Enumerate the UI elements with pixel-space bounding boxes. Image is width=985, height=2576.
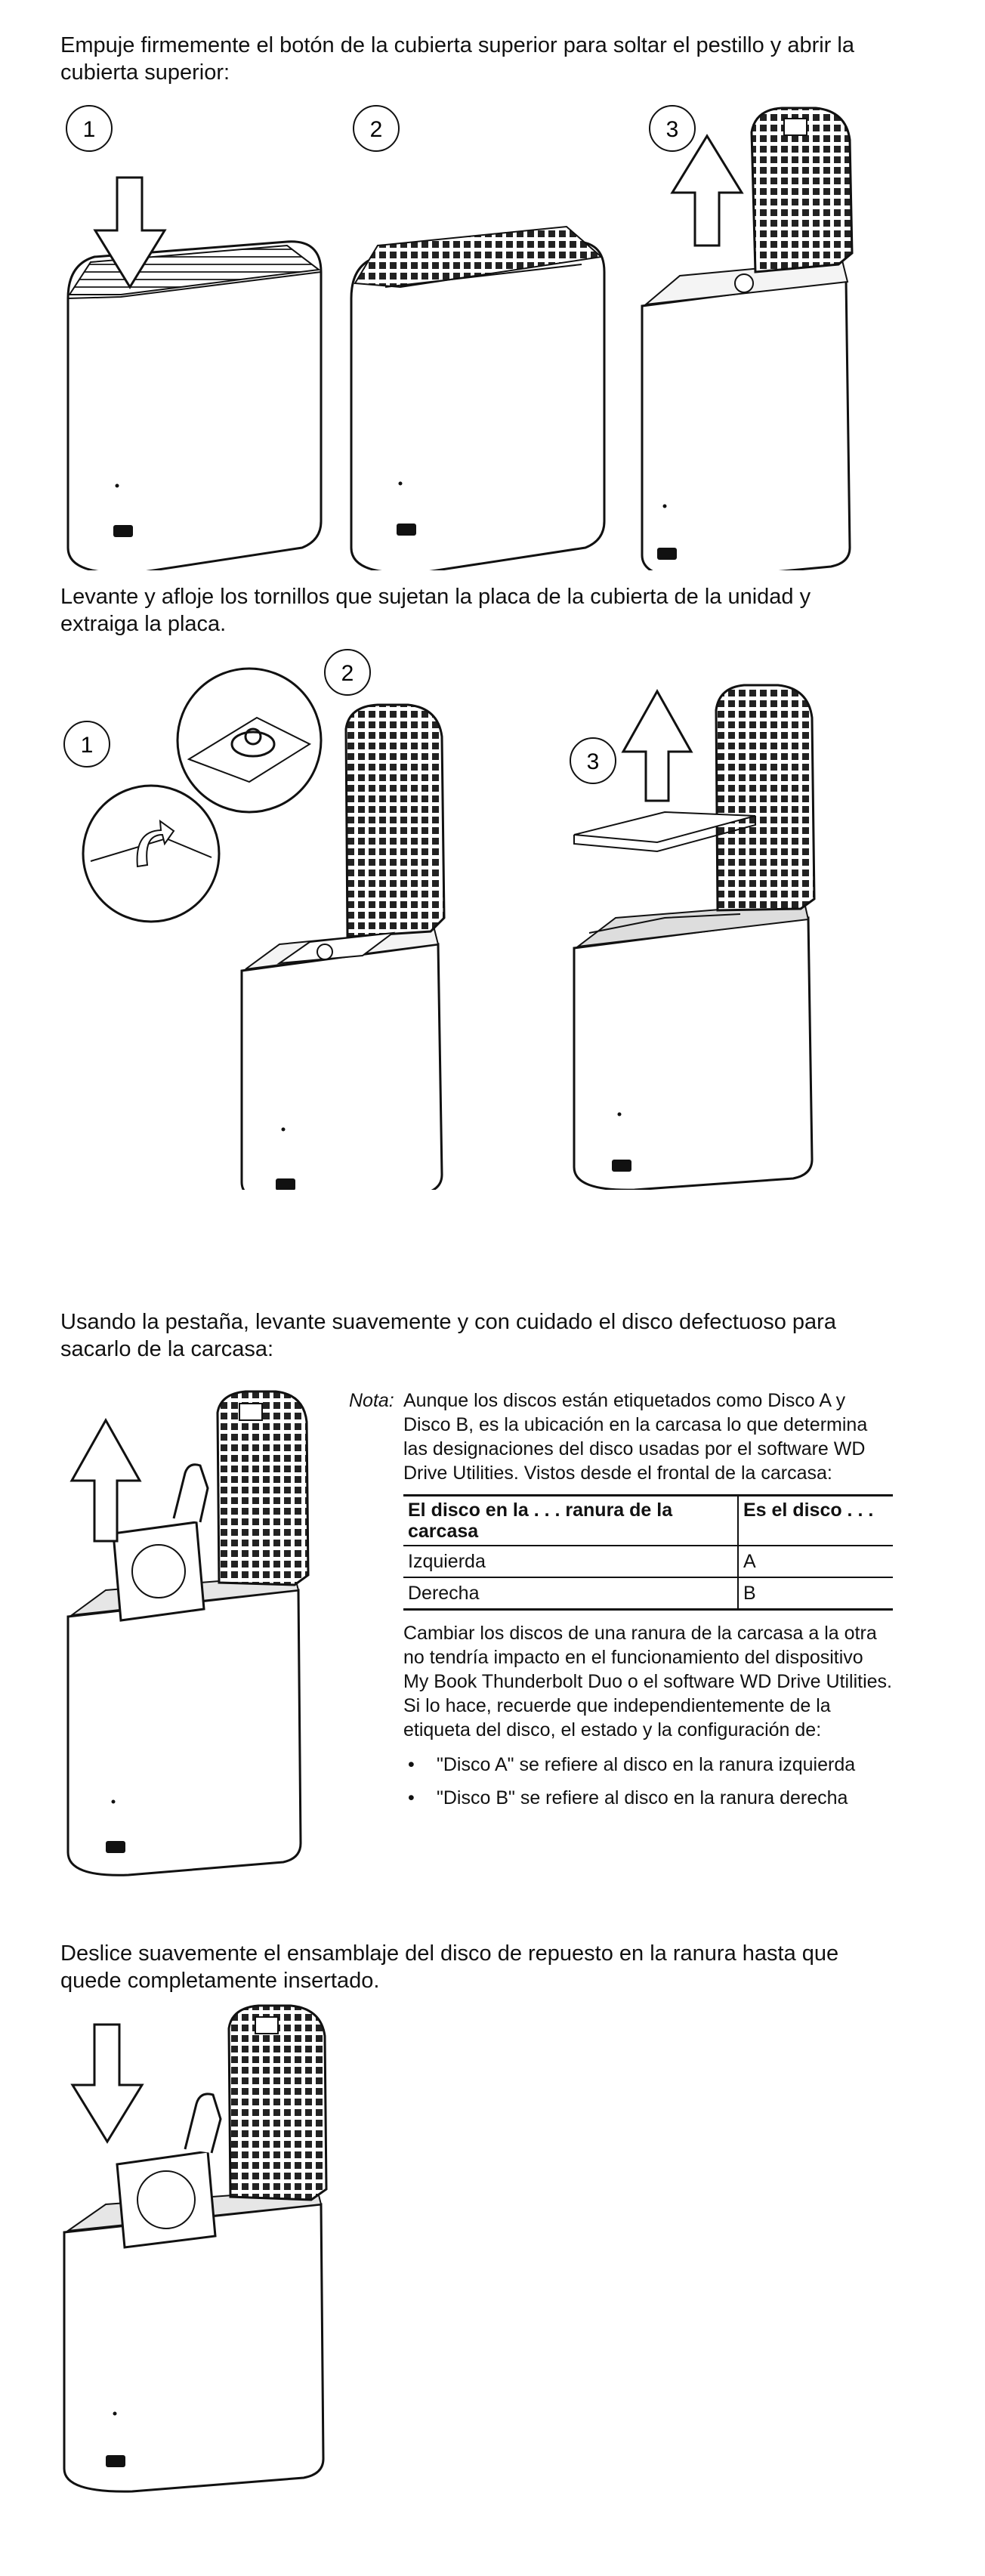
figure-remove-drive (60, 1390, 317, 1881)
table-row (403, 1577, 893, 1610)
zoom-detail-screw (178, 669, 321, 812)
table-cell: A (738, 1546, 893, 1577)
step-callout-2 (354, 106, 399, 151)
push-down-arrow (73, 2025, 142, 2142)
lift-up-arrow (72, 1420, 140, 1541)
table-cell: Izquierda (403, 1546, 738, 1577)
step-callout-3 (650, 106, 695, 151)
table-header-slot: El disco en la . . . ranura de la carcasa (403, 1496, 738, 1546)
drive-enclosure-open (642, 108, 852, 570)
step-callout-2 (325, 650, 370, 695)
list-item: • "Disco B" se refiere al disco en la ranura derecha (403, 1786, 893, 1810)
svg-text:2: 2 (369, 117, 383, 142)
note-text: Aunque los discos están etiquetados como Disco A y Disco B, es la ubicación en la carcasa lo que determina las designaciones del disco usadas por el software WD Drive Utilities. Vistos desde el frontal de la carcasa: (403, 1390, 868, 1484)
drive-enclosure-closed (68, 242, 321, 570)
note-followup: Cambiar los discos de una ranura de la carcasa a la otra no tendría impacto en el funcionamiento del dispositivo My Book Thunderbolt Duo o el software WD Drive Utilities. Si lo hace, recuerde que independientemente de la etiqueta del disco, el estado y la configuración de: (403, 1623, 892, 1740)
svg-text:3: 3 (665, 117, 679, 142)
table-cell: Derecha (403, 1577, 738, 1610)
table-header-disk: Es el disco . . . (738, 1496, 893, 1546)
svg-text:3: 3 (586, 749, 600, 774)
step-instruction-2: Levante y afloje los tornillos que sujetan la placa de la cubierta de la unidad y extraiga la placa. (60, 585, 811, 636)
step-instruction-3: Usando la pestaña, levante suavemente y con cuidado el disco defectuoso para sacarlo de la carcasa: (60, 1310, 836, 1361)
note-block (349, 1388, 893, 1819)
step-instruction-4: Deslice suavemente el ensamblaje del disco de repuesto en la ranura hasta que quede completamente insertado. (60, 1941, 839, 1993)
note-label: Nota: (349, 1390, 394, 1411)
table-cell: B (738, 1577, 893, 1610)
figure-insert-drive (60, 2002, 347, 2500)
step-callout-1 (64, 721, 110, 767)
table-row (403, 1546, 893, 1577)
drive-enclosure-unlatched (351, 227, 604, 570)
lift-up-arrow (623, 691, 691, 801)
step-instruction-1: Empuje firmemente el botón de la cubierta superior para soltar el pestillo y abrir la cubierta superior: (60, 33, 854, 85)
slot-mapping-table (403, 1494, 893, 1611)
note-bullet-list (403, 1753, 893, 1810)
step-callout-3 (570, 738, 616, 783)
figure-open-cover (60, 102, 899, 570)
figure-remove-cover-plate (60, 646, 899, 1190)
step-callout-1 (66, 106, 112, 151)
svg-text:1: 1 (80, 733, 94, 758)
zoom-detail-tab (83, 786, 219, 922)
lift-up-arrow (672, 136, 742, 246)
svg-text:2: 2 (341, 661, 354, 686)
svg-text:1: 1 (82, 117, 96, 142)
list-item: • "Disco A" se refiere al disco en la ranura izquierda (403, 1753, 893, 1777)
